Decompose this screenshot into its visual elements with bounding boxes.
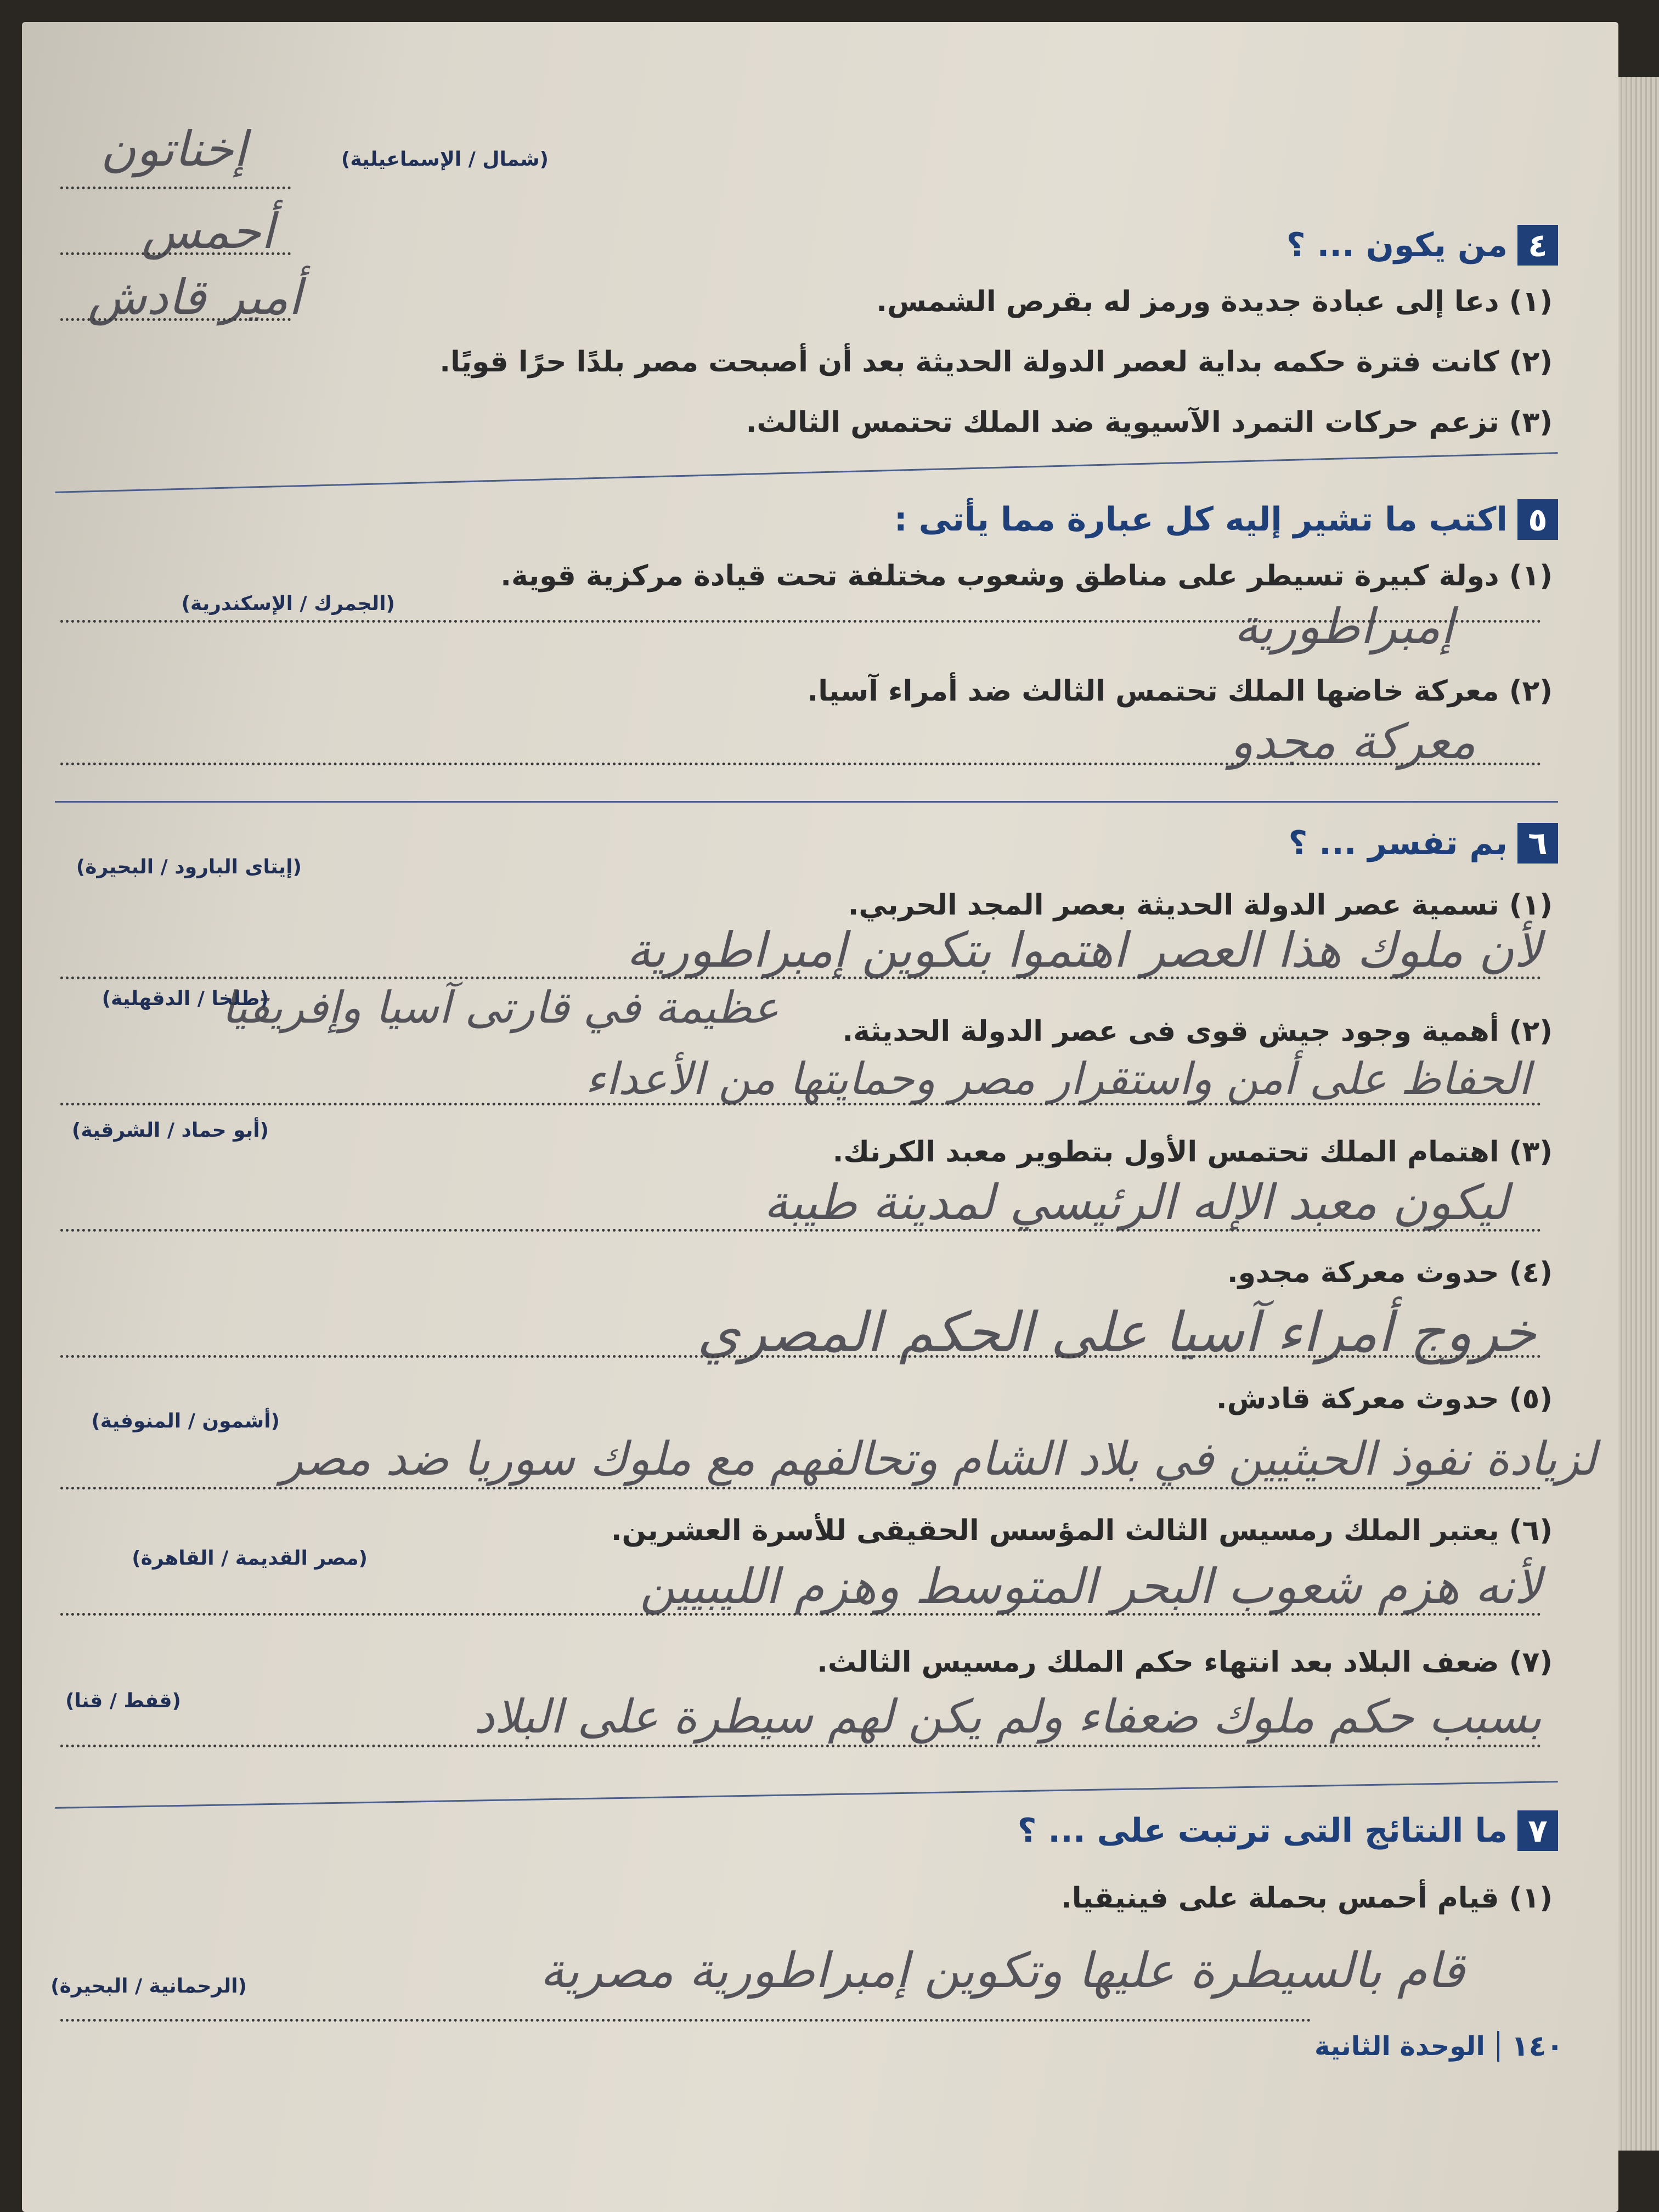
sec5-hint: (الجمرك / الإسكندرية) [181,592,395,615]
sec5-answer-1: إمبراطورية [1234,598,1454,654]
unit-label: الوحدة الثانية [1314,2031,1485,2062]
sec5-item-2: (٢) معركة خاضها الملك تحتمس الثالث ضد أمراء آسيا. [807,675,1553,708]
answer-line [60,1103,1542,1105]
answer-line [60,1745,1542,1747]
sec6-answer-3: الحفاظ على أمن واستقرار مصر وحمايتها من الأعداء [585,1053,1531,1104]
answer-line [60,763,1542,765]
sec5-header [894,499,1558,540]
sec6-answer-7: لأنه هزم شعوب البحر المتوسط وهزم الليبيين [640,1558,1542,1615]
answer-line [60,187,291,189]
sec6-number: ٦ [1517,823,1558,864]
sec4-item-2: (٢) كانت فترة حكمه بداية لعصر الدولة الحديثة بعد أن أصبحت مصر بلدًا حرًا قويًا. [439,346,1553,379]
workbook-page [22,22,1618,2212]
sec5-answer-2: معركة مجدو [1230,713,1476,770]
sec7-number: ٧ [1517,1810,1558,1851]
section-divider [55,1781,1558,1809]
sec5-title: اكتب ما تشير إليه كل عبارة مما يأتى : [894,500,1508,539]
page-footer [1314,2030,1564,2063]
sec4-number: ٤ [1517,225,1558,266]
sec6-hint: (أبو حماد / الشرقية) [71,1119,269,1142]
sec4-answer-1: إخناتون [100,121,247,177]
sec4-header [1286,225,1558,266]
sec6-item-3: (٣) اهتمام الملك تحتمس الأول بتطوير معبد الكرنك. [832,1136,1553,1169]
sec4-hint: (شمال / الإسماعيلية) [341,148,549,171]
sec4-answer-2: أحمس [142,203,274,259]
sec6-item-6: (٦) يعتبر الملك رمسيس الثالث المؤسس الحقيقى للأسرة العشرين. [611,1514,1553,1547]
section-divider [55,801,1558,803]
page-number: ١٤٠ [1511,2030,1564,2063]
sec6-hint: (إيتاى البارود / البحيرة) [76,856,302,878]
sec7-header [1018,1810,1558,1851]
sec6-hint: (أشمون / المنوفية) [91,1410,280,1432]
sec6-answer-6: لزيادة نفوذ الحيثيين في بلاد الشام وتحالفهم مع ملوك سوريا ضد مصر [280,1432,1596,1486]
sec6-item-2: (٢) أهمية وجود جيش قوى فى عصر الدولة الحديثة. [842,1015,1553,1048]
answer-line [60,2019,1311,2022]
answer-line [60,977,1542,979]
sec6-hint: (طلخا / الدقهلية) [101,988,269,1010]
sec6-hint: (مصر القديمة / القاهرة) [132,1547,368,1570]
sec6-hint: (قفط / قنا) [65,1690,181,1712]
answer-line [60,1229,1542,1232]
sec6-answer-5: خروج أمراء آسيا على الحكم المصري [697,1300,1536,1364]
sec7-title: ما النتائج التى ترتبت على ... ؟ [1017,1812,1508,1850]
sec6-answer-4: ليكون معبد الإله الرئيسي لمدينة طيبة [763,1174,1509,1231]
answer-line [60,318,291,321]
sec7-hint: (الرحمانية / البحيرة) [50,1975,247,1997]
sec5-item-1: (١) دولة كبيرة تسيطر على مناطق وشعوب مختلفة تحت قيادة مركزية قوية. [500,560,1553,592]
sec6-answer-1: لأن ملوك هذا العصر اهتموا بتكوين إمبراطورية [626,922,1542,978]
footer-divider [1497,2031,1499,2062]
sec6-item-1: (١) تسمية عصر الدولة الحديثة بعصر المجد الحربي. [848,889,1553,922]
sec4-title: من يكون ... ؟ [1286,226,1508,264]
sec6-answer-8: بسبب حكم ملوك ضعفاء ولم يكن لهم سيطرة على البلاد [473,1690,1542,1743]
sec6-item-7: (٧) ضعف البلاد بعد انتهاء حكم الملك رمسيس الثالث. [817,1646,1553,1679]
answer-line [60,1613,1542,1616]
answer-line [60,1487,1542,1489]
sec6-answer-2: عظيمة في قارتى آسيا وإفريقيا [222,982,779,1033]
sec4-item-1: (١) دعا إلى عبادة جديدة ورمز له بقرص الشمس. [876,285,1553,318]
sec6-header [1288,823,1558,864]
sec6-item-5: (٥) حدوث معركة قادش. [1216,1383,1553,1415]
section-divider [55,452,1558,493]
answer-line [60,252,291,255]
sec6-item-4: (٤) حدوث معركة مجدو. [1227,1256,1553,1289]
sec6-title: بم تفسر ... ؟ [1288,824,1508,862]
sec7-answer-1: قام بالسيطرة عليها وتكوين إمبراطورية مصرية [540,1942,1465,1999]
sec4-item-3: (٣) تزعم حركات التمرد الآسيوية ضد الملك تحتمس الثالث. [746,406,1553,439]
answer-line [60,1355,1542,1358]
sec7-item-1: (١) قيام أحمس بحملة على فينيقيا. [1060,1882,1553,1915]
sec4-answer-3: أمير قادش [87,269,302,325]
sec5-number: ٥ [1517,499,1558,540]
